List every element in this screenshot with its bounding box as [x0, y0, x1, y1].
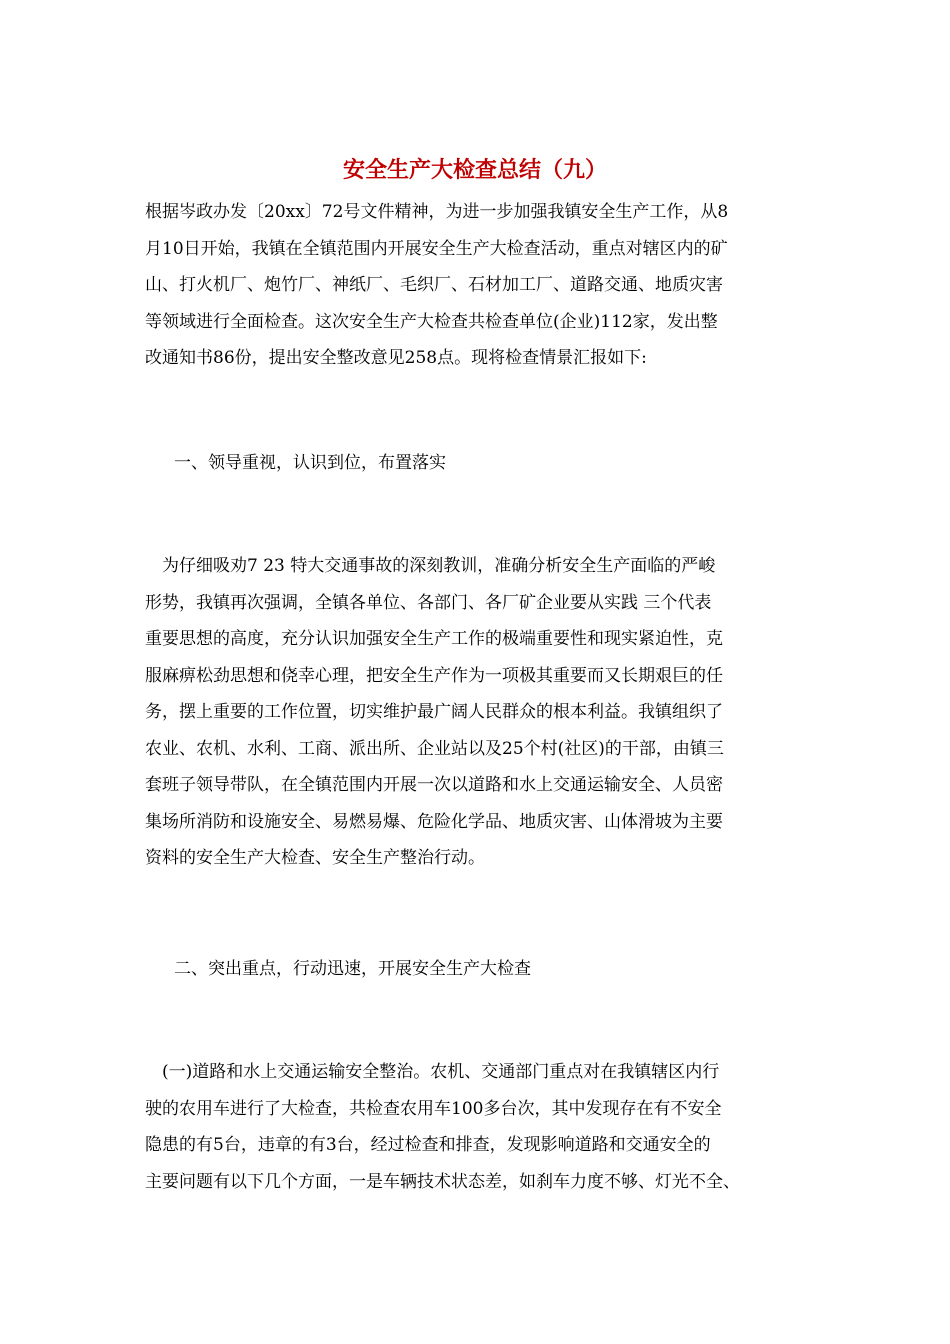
section2-line: 主要问题有以下几个方面，一是车辆技术状态差，如刹车力度不够、灯光不全、 — [145, 1171, 740, 1192]
section1-line: 为仔细吸劝7 23 特大交通事故的深刻教训，准确分析安全生产面临的严峻 — [145, 556, 716, 576]
intro-line: 等领域进行全面检查。这次安全生产大检查共检查单位(企业)112家，发出整 — [145, 311, 718, 332]
section-heading-2: 二、突出重点，行动迅速，开展安全生产大检查 — [174, 959, 531, 979]
section1-line: 形势，我镇再次强调，全镇各单位、各部门、各厂矿企业要从实践 三个代表 — [145, 592, 712, 613]
section1-paragraph — [145, 548, 810, 877]
section1-line: 套班子领导带队，在全镇范围内开展一次以道路和水上交通运输安全、人员密 — [145, 775, 723, 795]
intro-line: 月10日开始，我镇在全镇范围内开展安全生产大检查活动，重点对辖区内的矿 — [145, 238, 728, 259]
document-title: 安全生产大检查总结（九） — [342, 157, 607, 183]
section1-line: 农业、农机、水利、工商、派出所、企业站以及25个村(社区)的干部，由镇三 — [145, 738, 724, 759]
section2-paragraph — [145, 1054, 810, 1200]
intro-line: 根据岑政办发〔20xx〕72号文件精神，为进一步加强我镇安全生产工作，从8 — [145, 202, 729, 222]
intro-line: 山、打火机厂、炮竹厂、神纸厂、毛织厂、石材加工厂、道路交通、地质灾害 — [145, 275, 723, 295]
section1-line: 资料的安全生产大检查、安全生产整治行动。 — [145, 848, 485, 868]
intro-paragraph — [145, 194, 810, 377]
section2-line: (一)道路和水上交通运输安全整治。农机、交通部门重点对在我镇辖区内行 — [145, 1062, 720, 1082]
section1-line: 集场所消防和设施安全、易燃易爆、危险化学品、地质灾害、山体滑坡为主要 — [145, 811, 723, 832]
section2-line: 隐患的有5台，违章的有3台，经过检查和排查，发现影响道路和交通安全的 — [145, 1135, 711, 1155]
section1-line: 务，摆上重要的工作位置，切实维护最广阔人民群众的根本利益。我镇组织了 — [145, 702, 723, 722]
section1-line: 服麻痹松劲思想和侥幸心理，把安全生产作为一项极其重要而又长期艰巨的任 — [145, 665, 723, 686]
section-heading-1: 一、领导重视，认识到位，布置落实 — [174, 453, 446, 473]
section2-line: 驶的农用车进行了大检查，共检查农用车100多台次，其中发现存在有不安全 — [145, 1098, 722, 1119]
intro-line: 改通知书86份，提出安全整改意见258点。现将检查情景汇报如下: — [145, 348, 647, 368]
section1-line: 重要思想的高度，充分认识加强安全生产工作的极端重要性和现实紧迫性，克 — [145, 629, 723, 649]
